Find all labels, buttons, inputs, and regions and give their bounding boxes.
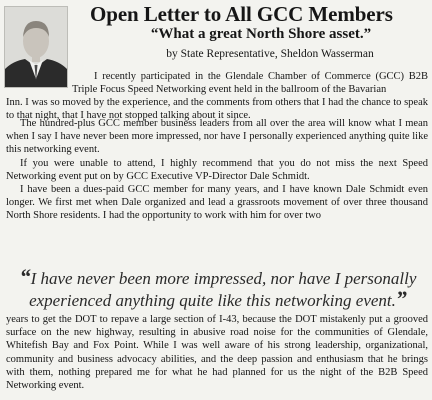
body-text-lower <box>6 313 428 392</box>
paragraph-2: The hundred-plus GCC member business leaders from all over the area will know what I mean when I say I have never been more impressed, nor have I personally experienced anything quite like this networking event. <box>6 118 428 156</box>
paragraph-3: If you were unable to attend, I highly recommend that you do not miss the next Speed Networking event put on by GCC Executive VP-Director Dale Schmidt. <box>6 157 428 182</box>
pull-quote-text: I have never been more impressed, nor have I personally experienced anything quite like this networking event. <box>29 269 417 310</box>
subhead: “What a great North Shore asset.” <box>150 26 372 42</box>
close-quote-mark: ” <box>395 286 407 311</box>
headline: Open Letter to All GCC Members <box>90 2 393 26</box>
open-quote-mark: “ <box>19 264 31 289</box>
paragraph-text: Inn. I was so moved by the experience, and the comments from others that I had the chance to speak to that night, that I have not stopped talking about it since. <box>6 97 428 122</box>
paragraph-text: I recently participated in the Glendale Chamber of Commerce (GCC) B2B Triple Focus Speed Networking event held in the ballroom of the Bavarian <box>72 71 428 96</box>
byline: by State Representative, Sheldon Wasserman <box>166 48 374 60</box>
paragraph-4-continued: years to get the DOT to repave a large section of I-43, because the DOT mistakenly put a grooved surface on the new highway, resulting in abusive road noise for the communities of Glendale, Whitefish Bay and Fox Point. While I was well aware of his strong leadership, organizational, community and business advocacy abilities, and the deep passion and enthusiasm that he brings with them, nothing prepared me for what he had planned for us the night of the B2B Speed Networking event. <box>6 314 428 392</box>
paragraph-1-start <box>6 70 428 96</box>
paragraph-4: I have been a dues-paid GCC member for many years, and I have known Dale Schmidt even longer. We first met when Dale organized and lead a grassroots movement of over three thousand North Shore residents. I had the opportunity to work with him for over two <box>6 184 428 222</box>
body-text-upper <box>6 117 428 223</box>
pull-quote <box>8 264 428 311</box>
